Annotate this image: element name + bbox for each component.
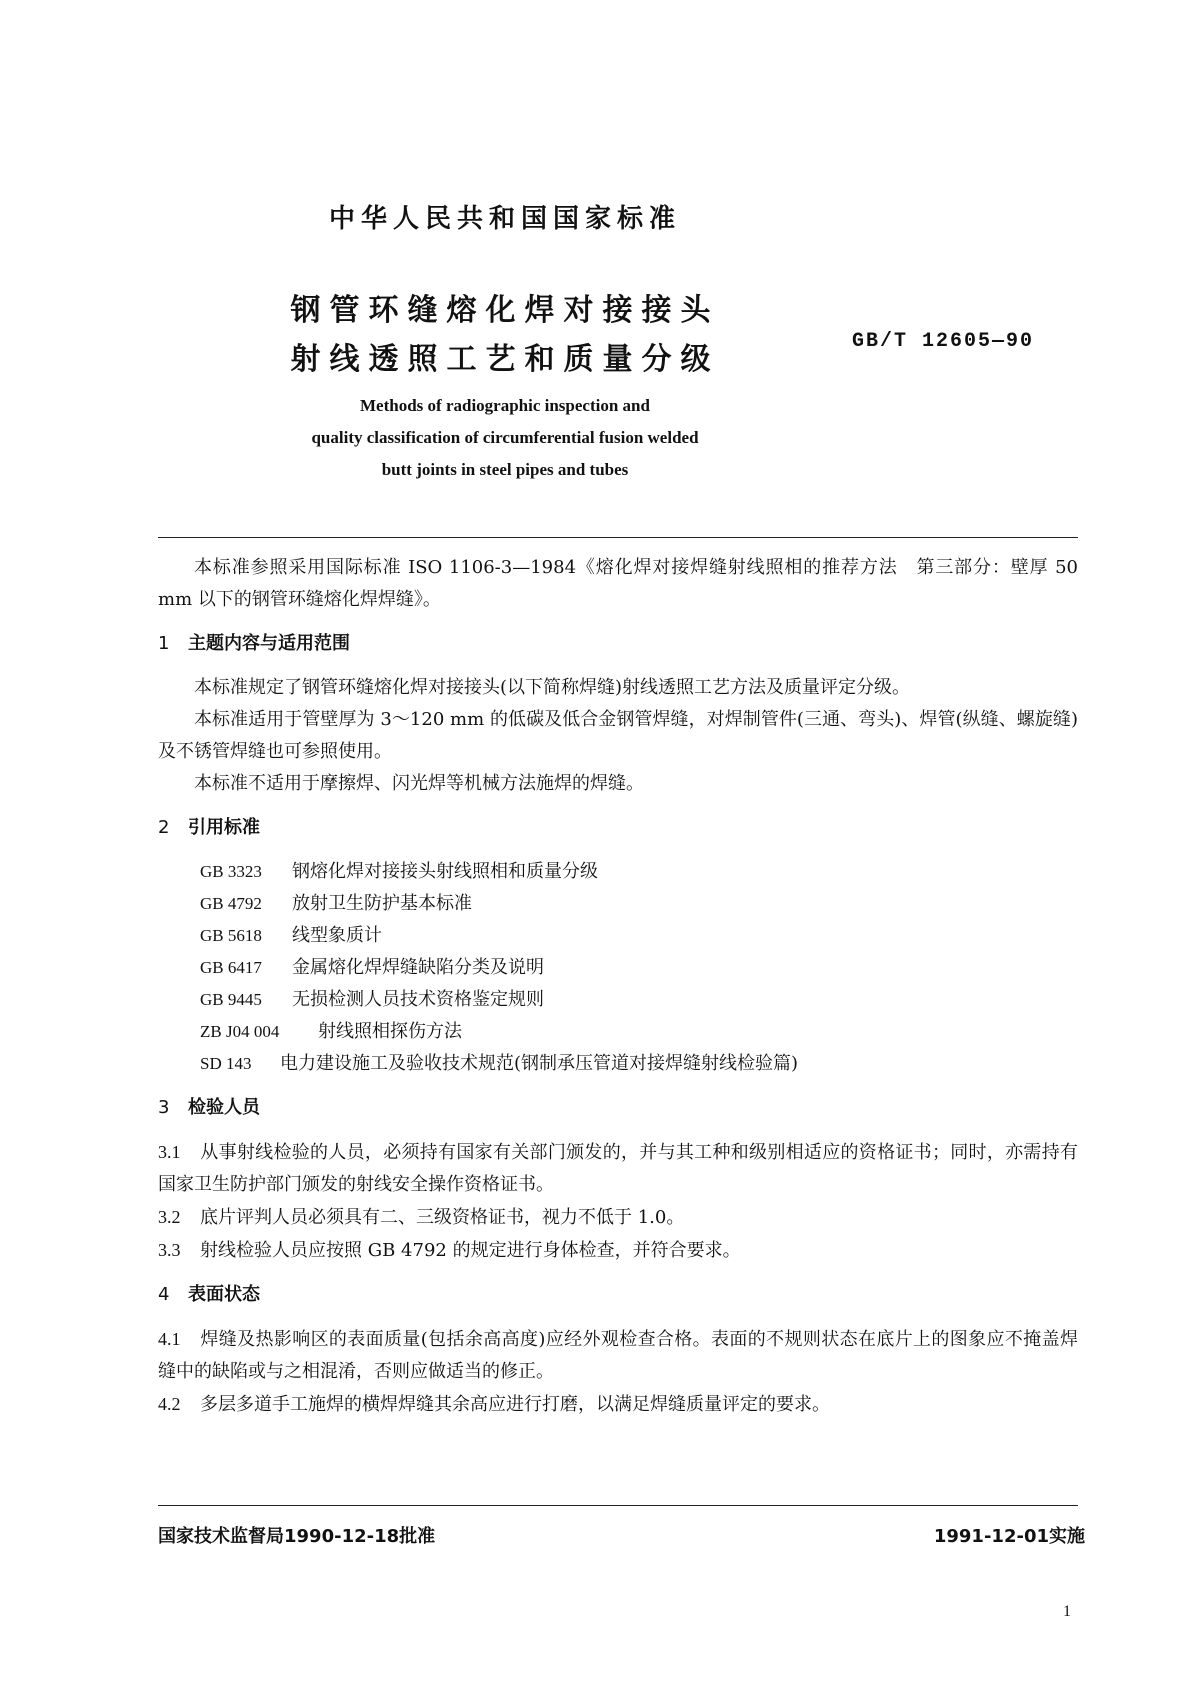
section-3-heading: [158, 1092, 1078, 1124]
section-3-number: 3: [158, 1097, 170, 1118]
clause-number: 3.1: [158, 1142, 181, 1162]
reference-title: 金属熔化焊焊缝缺陷分类及说明: [292, 957, 544, 978]
reference-item: [158, 888, 1078, 920]
section-1-paragraph-1: 本标准规定了钢管环缝熔化焊对接接头(以下简称焊缝)射线透照工艺方法及质量评定分级。: [194, 677, 911, 698]
effective-date: 1991-12-01实施: [933, 1526, 1085, 1547]
clause-3-1: [158, 1136, 1078, 1201]
section-2-heading: [158, 812, 1078, 844]
clause-3-3: [158, 1234, 1078, 1267]
clause-text: 底片评判人员必须具有二、三级资格证书，视力不低于 1.0。: [200, 1207, 685, 1228]
reference-title: 放射卫生防护基本标准: [292, 893, 472, 914]
reference-item: [158, 1016, 1078, 1048]
title-en-line3: butt joints in steel pipes and tubes: [381, 460, 629, 479]
section-1-heading: [158, 628, 1078, 660]
national-standard-heading: 中华人民共和国国家标准: [328, 204, 681, 234]
section-4-number: 4: [158, 1284, 170, 1305]
section-2-title: 引用标准: [188, 817, 260, 838]
section-1-paragraph-3: 本标准不适用于摩擦焊、闪光焊等机械方法施焊的焊缝。: [194, 773, 644, 794]
intro-paragraph: 本标准参照采用国际标准 ISO 1106-3—1984《熔化焊对接焊缝射线照相的推荐方法 第三部分：壁厚 50 mm 以下的钢管环缝熔化焊焊缝》。: [158, 557, 1078, 610]
top-divider: [158, 537, 1078, 538]
clause-text: 从事射线检验的人员，必须持有国家有关部门颁发的，并与其工种和级别相适应的资格证书；同时，亦需持有国家卫生防护部门颁发的射线安全操作资格证书。: [158, 1142, 1078, 1195]
clause-text: 多层多道手工施焊的横焊焊缝其余高应进行打磨，以满足焊缝质量评定的要求。: [200, 1394, 830, 1415]
clause-4-1: [158, 1323, 1078, 1388]
document-body: [158, 552, 1078, 1421]
reference-code: GB 6417: [200, 958, 262, 977]
reference-title: 钢熔化焊对接接头射线照相和质量分级: [292, 861, 598, 882]
reference-code: GB 9445: [200, 990, 262, 1009]
standard-number: GB/T 12605—90: [852, 330, 1035, 353]
page-number: 1: [1063, 1603, 1071, 1620]
section-1-number: 1: [158, 633, 170, 654]
reference-code: SD 143: [200, 1054, 252, 1073]
reference-item: [158, 1048, 1078, 1080]
section-3-title: 检验人员: [188, 1097, 260, 1118]
reference-title: 射线照相探伤方法: [318, 1021, 462, 1042]
reference-code: GB 3323: [200, 862, 262, 881]
title-cn-line1: 钢管环缝熔化焊对接接头: [290, 293, 720, 328]
title-cn-line2: 射线透照工艺和质量分级: [290, 342, 720, 377]
reference-code: ZB J04 004: [200, 1022, 280, 1041]
reference-item: [158, 856, 1078, 888]
title-en-line1: Methods of radiographic inspection and: [360, 396, 650, 415]
reference-title: 无损检测人员技术资格鉴定规则: [292, 989, 544, 1010]
title-en-line2: quality classification of circumferential fusion welded: [311, 428, 699, 447]
reference-title: 电力建设施工及验收技术规范(钢制承压管道对接焊缝射线检验篇): [280, 1053, 799, 1074]
reference-item: [158, 952, 1078, 984]
section-1-title: 主题内容与适用范围: [188, 633, 350, 654]
clause-3-2: [158, 1201, 1078, 1234]
reference-code: GB 4792: [200, 894, 262, 913]
reference-item: [158, 984, 1078, 1016]
clause-4-2: [158, 1388, 1078, 1421]
section-2-number: 2: [158, 817, 170, 838]
clause-number: 3.3: [158, 1240, 181, 1260]
bottom-divider: [158, 1505, 1078, 1506]
clause-text: 射线检验人员应按照 GB 4792 的规定进行身体检查，并符合要求。: [200, 1240, 741, 1261]
reference-title: 线型象质计: [292, 925, 382, 946]
section-1-paragraph-2: 本标准适用于管壁厚为 3～120 mm 的低碳及低合金钢管焊缝，对焊制管件(三通、弯头)、焊管(纵缝、螺旋缝)及不锈管焊缝也可参照使用。: [158, 709, 1078, 762]
clause-number: 4.1: [158, 1329, 181, 1349]
reference-item: [158, 920, 1078, 952]
approval-date: 国家技术监督局1990-12-18批准: [158, 1526, 436, 1547]
clause-number: 4.2: [158, 1394, 181, 1414]
reference-list: [158, 856, 1078, 1080]
reference-code: GB 5618: [200, 926, 262, 945]
clause-text: 焊缝及热影响区的表面质量(包括余高高度)应经外观检查合格。表面的不规则状态在底片上的图象应不掩盖焊缝中的缺陷或与之相混淆，否则应做适当的修正。: [158, 1329, 1078, 1382]
section-4-title: 表面状态: [188, 1284, 260, 1305]
section-4-heading: [158, 1279, 1078, 1311]
clause-number: 3.2: [158, 1207, 181, 1227]
